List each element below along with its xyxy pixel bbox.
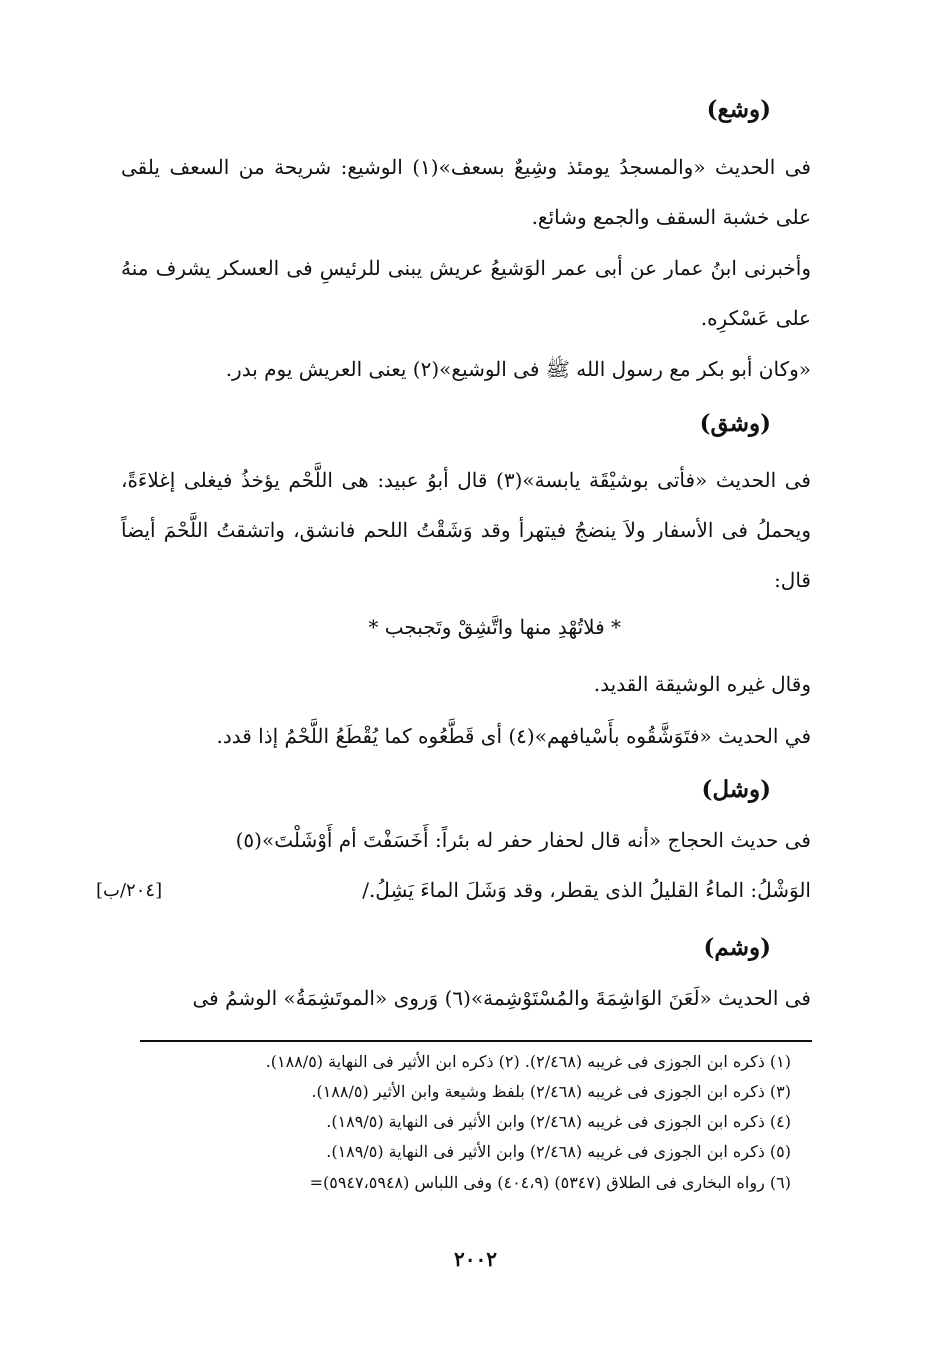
entry-wsh-paragraph-2: وأخبرنى ابنُ عمار عن أبى عمر الوَشيعُ عريش يبنى للرئيسِ فى العسكر يشرف منهُ على عَسْكرِه. xyxy=(121,256,811,330)
page-number: ٢٠٠٢ xyxy=(454,1247,497,1271)
entry-heading-wsh: (وشع) xyxy=(706,96,771,123)
entry-wshq-paragraph-1: فى الحديث «فأتى بوشيْقَة يابسة»(٣) قال أبوُ عبيد: هى اللَّحْم يؤخذُ فيغلى إغلاءَةً، ويحملُ فى الأسفار ولاَ ينضجُ فيتهرأ وقد وَشَقْتُ اللحم فانشق، واتشقتُ اللَّحْمَ أيضاً قال: xyxy=(121,468,811,592)
entry-wshm-line-1: فى الحديث «لَعَنَ الوَاشِمَةَ والمُسْتَوْشِمة»(٦) وَروى «الموتَشِمَةُ» الوشمُ فى xyxy=(192,986,811,1010)
footnote-3: (٣) ذكره ابن الجوزى فى غريبه (٢/٤٦٨) بلفظ وشيعة وابن الأثير (١٨٨/٥). xyxy=(311,1082,791,1101)
footnote-separator xyxy=(140,1040,812,1042)
verse-line: * فلاتُهْدِ منها واتَّشِقْ وتَجبجب * xyxy=(368,615,621,639)
footnote-1-2: (١) ذكره ابن الجوزى فى غريبه (٢/٤٦٨). (٢) ذكره ابن الأثير فى النهاية (١٨٨/٥). xyxy=(265,1052,791,1071)
footnote-4: (٤) ذكره ابن الجوزى فى غريبه (٢/٤٦٨) وابن الأثير فى النهاية (١٨٩/٥). xyxy=(326,1112,791,1131)
footnote-5: (٥) ذكره ابن الجوزى فى غريبه (٢/٤٦٨) وابن الأثير فى النهاية (١٨٩/٥). xyxy=(326,1142,791,1161)
entry-wsh-paragraph-1: فى الحديث «والمسجدُ يومئذ وشِيعٌ بسعف»(١) الوشيع: شريحة من السعف يلقى على خشبة السقف والجمع وشائع. xyxy=(121,155,811,229)
entry-heading-wshl: (وشل) xyxy=(701,776,771,803)
entry-wsh-paragraph-3: «وكان أبو بكر مع رسول الله ﷺ فى الوشيع»(٢) يعنى العريش يوم بدر. xyxy=(225,357,811,381)
entry-wshq-paragraph-2: وقال غيره الوشيقة القديد. xyxy=(593,672,811,696)
entry-heading-wshq: (وشق) xyxy=(699,410,771,437)
margin-folio-note: [٢٠٤/ب] xyxy=(96,880,163,901)
entry-wshl-line-2: الوَشْلُ: الماءُ القليلُ الذى يقطر، وقد وَشَلَ الماءَ يَشِلُ./ xyxy=(362,878,811,902)
entry-heading-wshm: (وشم) xyxy=(703,934,771,961)
entry-wshl-line-1: فى حديث الحجاج «أنه قال لحفار حفر له بئراً: أَخَسَفْتَ أم أَوْشَلْتَ»(٥) xyxy=(235,828,811,852)
entry-wshq-paragraph-3: في الحديث «فتَوَشَّقُوه بأَسْيافهم»(٤) أى قَطَّعُوه كما يُقْطَعُ اللَّحْمُ إذا قدد. xyxy=(216,724,811,748)
footnote-6: (٦) رواه البخارى فى الطلاق (٥٣٤٧) (٤٠٤،٩) وفى اللباس (٥٩٤٧،٥٩٤٨)= xyxy=(309,1173,791,1192)
